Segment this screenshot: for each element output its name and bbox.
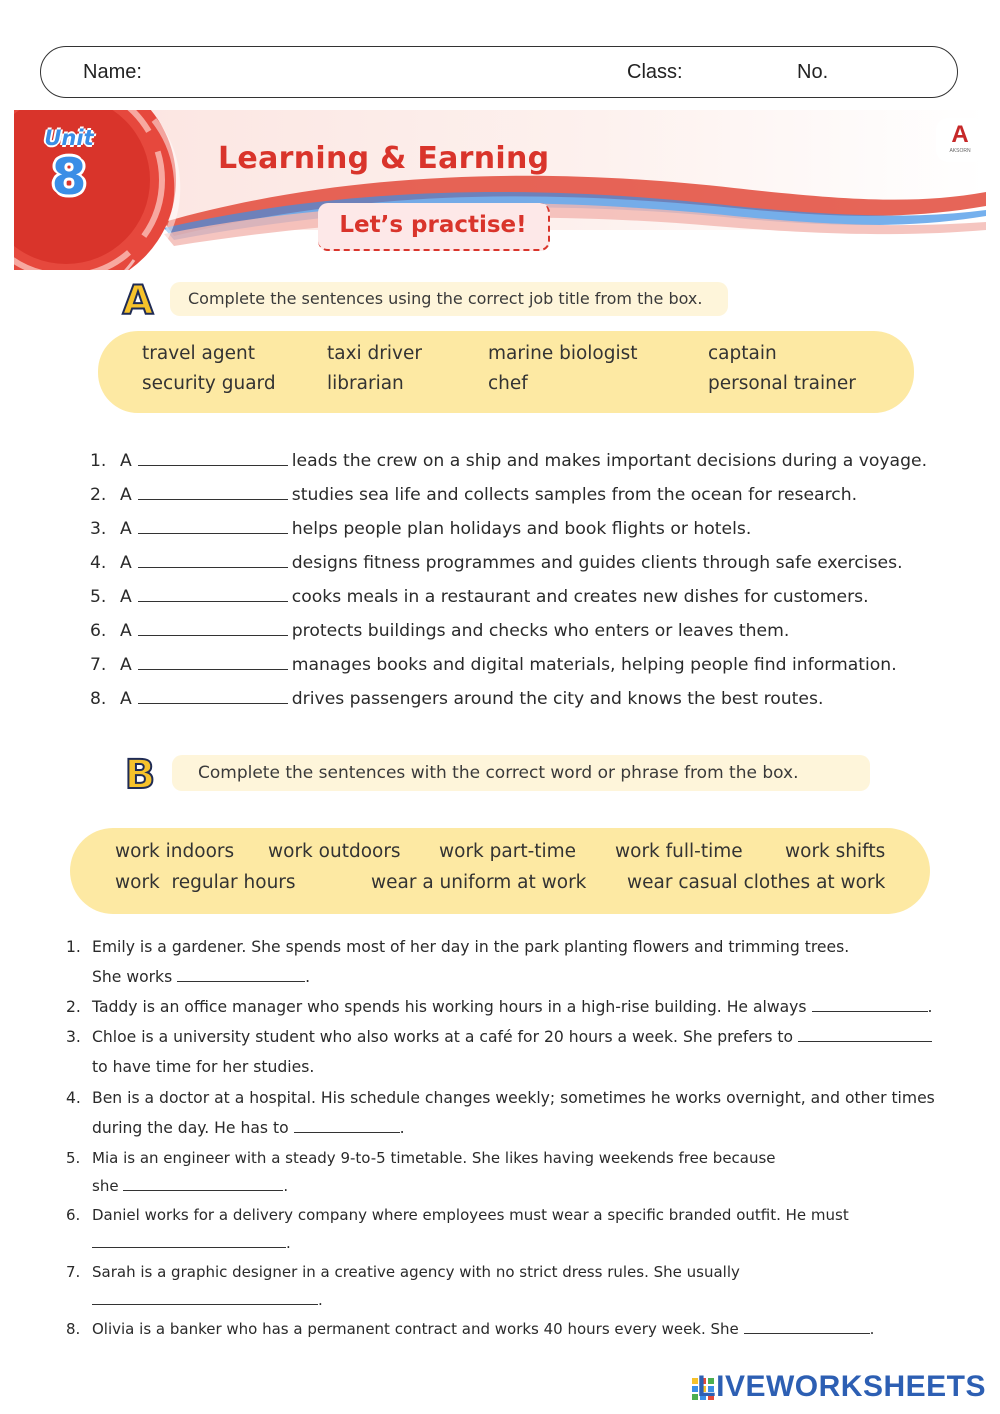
answer-blank[interactable] [138,451,288,466]
item-number: 5. [66,1149,81,1167]
word-chip: security guard [142,373,276,394]
item-number: 6. [90,621,107,641]
answer-blank[interactable] [92,1292,318,1305]
answer-blank[interactable] [123,1178,283,1191]
unit-title: Learning & Earning [218,141,550,176]
answer-blank[interactable] [812,999,928,1012]
item-text-line1 [92,1320,874,1338]
sentence-text: manages books and digital materials, helping people find information. [291,655,897,675]
item-text: to have time for her studies. [92,1058,315,1076]
word-chip: chef [488,373,528,394]
class-label: Class: [627,61,683,83]
item-text-line2 [92,1119,405,1137]
section-a-instruction: Complete the sentences using the correct job title from the box. [170,282,728,316]
word-chip: librarian [327,373,404,394]
item-number: 7. [90,655,107,675]
section-a-letter: A [122,278,154,324]
item-number: 4. [66,1089,81,1107]
article: A [120,621,132,641]
sentence-a-7 [90,655,897,675]
punct: . [318,1291,323,1309]
item-text-pre: Taddy is an office manager who spends his working hours in a high-rise building. He always [92,998,807,1016]
answer-blank[interactable] [138,485,288,500]
item-number: 2. [66,998,81,1016]
item-text-pre: Olivia is a banker who has a permanent contract and works 40 hours every week. She [92,1320,739,1338]
item-number: 8. [66,1320,81,1338]
answer-blank[interactable] [92,1235,286,1248]
item-number: 3. [90,519,107,539]
sentence-a-6 [90,621,789,641]
sentence-text: studies sea life and collects samples from the ocean for research. [291,485,858,505]
sentence-a-1 [90,451,927,471]
item-text-pre: during the day. He has to [92,1119,289,1137]
punct: . [399,1119,405,1137]
sentence-text: helps people plan holidays and book flights or hotels. [291,519,752,539]
punct: . [286,1234,291,1252]
word-chip: work part-time [439,841,577,862]
article: A [120,519,132,539]
word-chip: work shifts [785,841,886,862]
answer-blank[interactable] [177,969,305,982]
item-number: 8. [90,689,107,709]
sentence-a-8 [90,689,823,709]
answer-blank[interactable] [798,1029,932,1042]
item-text-line1 [92,1028,932,1046]
word-chip: wear casual clothes at work [627,872,886,893]
logo-caption: AKSORN [949,148,971,154]
word-chip: travel agent [142,343,255,364]
word-chip: wear a uniform at work [371,872,587,893]
section-b-letter: B [124,752,156,798]
name-class-bar [40,46,958,98]
name-label: Name: [83,61,142,83]
item-text-line2 [92,1234,291,1252]
answer-blank[interactable] [294,1120,400,1133]
answer-blank[interactable] [138,553,288,568]
sentence-text: protects buildings and checks who enters or leaves them. [291,621,790,641]
number-label: No. [797,61,829,83]
section-b-word-box [70,828,930,914]
word-chip: marine biologist [488,343,638,364]
item-number: 5. [90,587,107,607]
item-number: 7. [66,1263,81,1281]
item-number: 4. [90,553,107,573]
answer-blank[interactable] [138,519,288,534]
section-a-word-box [98,331,914,413]
punct: . [283,1177,289,1195]
section-b-instruction: Complete the sentences with the correct word or phrase from the box. [172,755,870,791]
unit-number: 8 [51,148,87,206]
word-chip: work regular hours [115,872,296,893]
word-chip: work indoors [115,841,235,862]
publisher-logo [936,118,984,162]
article: A [120,451,132,471]
lets-practise-badge: Let’s practise! [318,203,550,251]
item-text-line1 [92,998,932,1016]
item-number: 3. [66,1028,81,1046]
sentence-a-2 [90,485,857,505]
logo-letter: A [951,121,969,148]
article: A [120,689,132,709]
article: A [120,655,132,675]
item-text-line2 [92,968,310,986]
punct: . [305,968,311,986]
unit-label: Unit [44,126,94,150]
item-text: Ben is a doctor at a hospital. His schedule changes weekly; sometimes he works overnight, and other times [92,1089,935,1107]
item-number: 1. [66,938,81,956]
answer-blank[interactable] [138,689,288,704]
item-number: 6. [66,1206,81,1224]
item-text: Emily is a gardener. She spends most of her day in the park planting flowers and trimming trees. [92,938,850,956]
item-text-pre: she [92,1177,119,1195]
word-chip: taxi driver [327,343,422,364]
item-text-pre: She works [92,968,173,986]
sentence-text: designs fitness programmes and guides clients through safe exercises. [291,553,903,573]
answer-blank[interactable] [138,655,288,670]
word-chip: work outdoors [268,841,401,862]
answer-blank[interactable] [138,587,288,602]
word-chip: work full-time [615,841,743,862]
item-text: Mia is an engineer with a steady 9-to-5 timetable. She likes having weekends free because [92,1149,776,1167]
item-text: Daniel works for a delivery company where employees must wear a specific branded outfit. He must [92,1206,849,1224]
sentence-a-3 [90,519,751,539]
answer-blank[interactable] [138,621,288,636]
sentence-text: leads the crew on a ship and makes important decisions during a voyage. [291,451,928,471]
word-chip: captain [708,343,777,364]
article: A [120,587,132,607]
sentence-text: cooks meals in a restaurant and creates new dishes for customers. [291,587,869,607]
article: A [120,485,132,505]
punct: . [927,998,933,1016]
liveworksheets-brand[interactable]: LIVEWORKSHEETS [697,1370,986,1403]
answer-blank[interactable] [744,1321,870,1334]
sentence-a-4 [90,553,903,573]
item-text-line2 [92,1177,288,1195]
item-number: 1. [90,451,107,471]
article: A [120,553,132,573]
word-chip: personal trainer [708,373,856,394]
sentence-a-5 [90,587,869,607]
item-number: 2. [90,485,107,505]
item-text: Sarah is a graphic designer in a creative agency with no strict dress rules. She usually [92,1263,740,1281]
punct: . [869,1320,875,1338]
item-text-pre: Chloe is a university student who also works at a café for 20 hours a week. She prefers to [92,1028,794,1046]
item-text-line2 [92,1291,323,1309]
sentence-text: drives passengers around the city and knows the best routes. [291,689,824,709]
